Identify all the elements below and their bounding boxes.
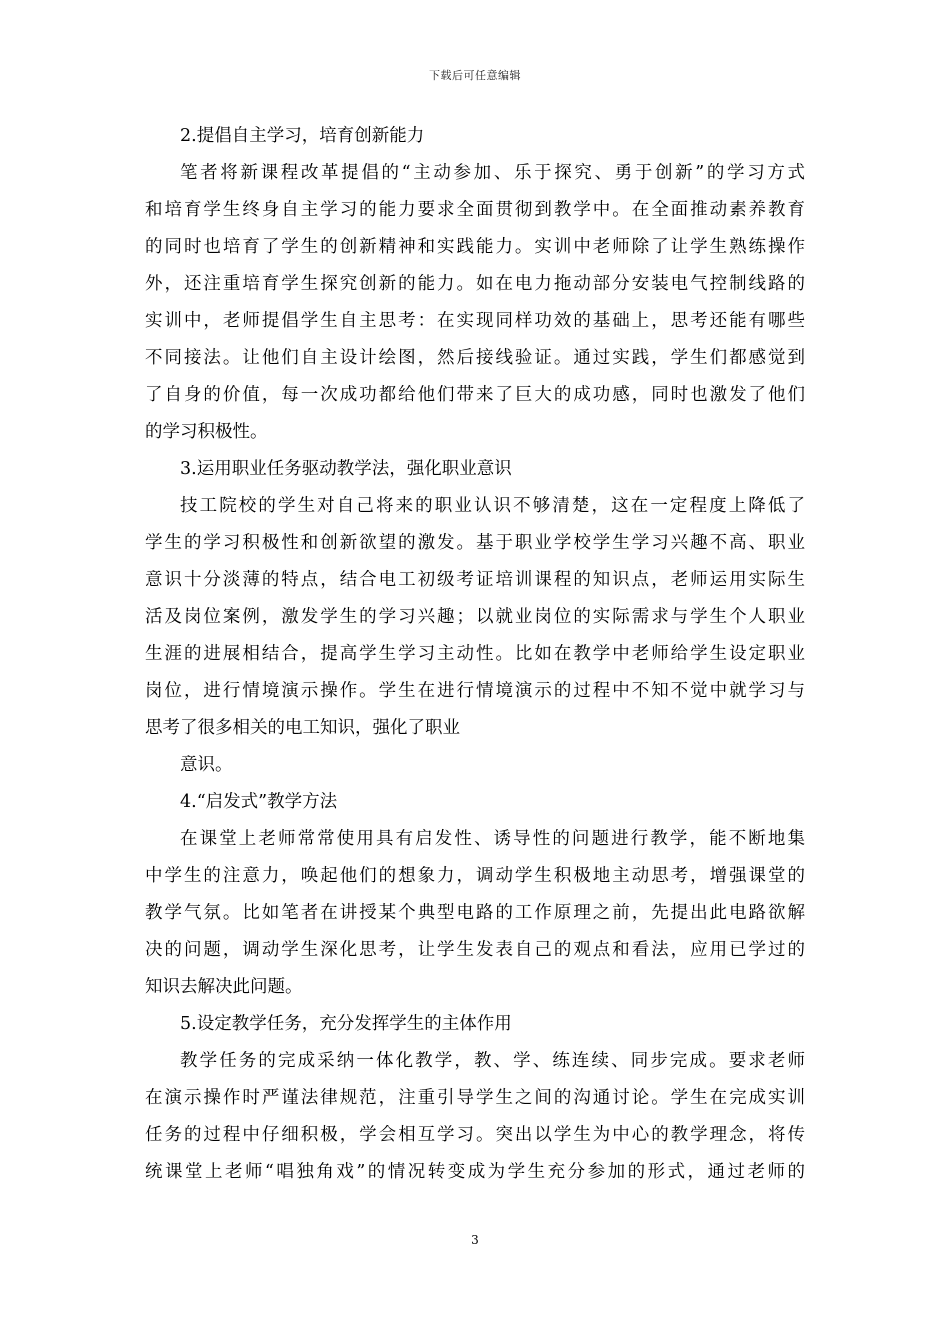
paragraph-line: 不同接法。让他们自主设计绘图，然后接线验证。通过实践，学生们都感觉到 (145, 348, 805, 368)
page-number: 3 (471, 1233, 479, 1247)
paragraph-line: 知识去解决此问题。 (145, 977, 303, 997)
paragraph-line: 了自身的价值，每一次成功都给他们带来了巨大的成功感，同时也激发了他们 (145, 385, 805, 405)
paragraph-line: 的同时也培育了学生的创新精神和实践能力。实训中老师除了让学生熟练操作 (145, 237, 805, 257)
paragraph-line: 外，还注重培育学生探究创新的能力。如在电力拖动部分安装电气控制线路的 (145, 274, 805, 294)
heading-section-2: 2.提倡自主学习，培育创新能力 (180, 126, 425, 146)
paragraph-line: 岗位，进行情境演示操作。学生在进行情境演示的过程中不知不觉中就学习与 (145, 681, 805, 701)
header-note: 下载后可任意编辑 (429, 69, 521, 82)
paragraph-line: 笔者将新课程改革提倡的“主动参加、乐于探究、勇于创新”的学习方式 (180, 163, 805, 183)
paragraph-line: 和培育学生终身自主学习的能力要求全面贯彻到教学中。在全面推动素养教育 (145, 200, 805, 220)
paragraph-line: 思考了很多相关的电工知识，强化了职业 (145, 718, 460, 738)
paragraph-line: 技工院校的学生对自己将来的职业认识不够清楚，这在一定程度上降低了 (180, 496, 805, 516)
paragraph-line: 在课堂上老师常常使用具有启发性、诱导性的问题进行教学，能不断地集 (180, 829, 805, 849)
paragraph-line: 的学习积极性。 (145, 422, 268, 442)
paragraph-line: 在演示操作时严谨法律规范，注重引导学生之间的沟通讨论。学生在完成实训 (145, 1088, 805, 1108)
heading-section-5: 5.设定教学任务，充分发挥学生的主体作用 (180, 1014, 512, 1034)
paragraph-line: 任务的过程中仔细积极，学会相互学习。突出以学生为中心的教学理念，将传 (145, 1125, 805, 1145)
paragraph-line: 学生的学习积极性和创新欲望的激发。基于职业学校学生学习兴趣不高、职业 (145, 533, 805, 553)
paragraph-line: 教学气氛。比如笔者在讲授某个典型电路的工作原理之前，先提出此电路欲解 (145, 903, 805, 923)
paragraph-line: 活及岗位案例，激发学生的学习兴趣；以就业岗位的实际需求与学生个人职业 (145, 607, 805, 627)
paragraph-line: 意识。 (180, 755, 233, 775)
paragraph-line: 统课堂上老师“唱独角戏”的情况转变成为学生充分参加的形式，通过老师的 (145, 1162, 805, 1182)
paragraph-line: 实训中，老师提倡学生自主思考：在实现同样功效的基础上，思考还能有哪些 (145, 311, 805, 331)
paragraph-line: 教学任务的完成采纳一体化教学，教、学、练连续、同步完成。要求老师 (180, 1051, 805, 1071)
heading-section-4: 4.“启发式”教学方法 (180, 792, 338, 812)
paragraph-line: 中学生的注意力，唤起他们的想象力，调动学生积极地主动思考，增强课堂的 (145, 866, 805, 886)
heading-section-3: 3.运用职业任务驱动教学法，强化职业意识 (180, 459, 512, 479)
paragraph-line: 生涯的进展相结合，提高学生学习主动性。比如在教学中老师给学生设定职业 (145, 644, 805, 664)
paragraph-line: 决的问题，调动学生深化思考，让学生发表自己的观点和看法，应用已学过的 (145, 940, 805, 960)
paragraph-line: 意识十分淡薄的特点，结合电工初级考证培训课程的知识点，老师运用实际生 (145, 570, 805, 590)
